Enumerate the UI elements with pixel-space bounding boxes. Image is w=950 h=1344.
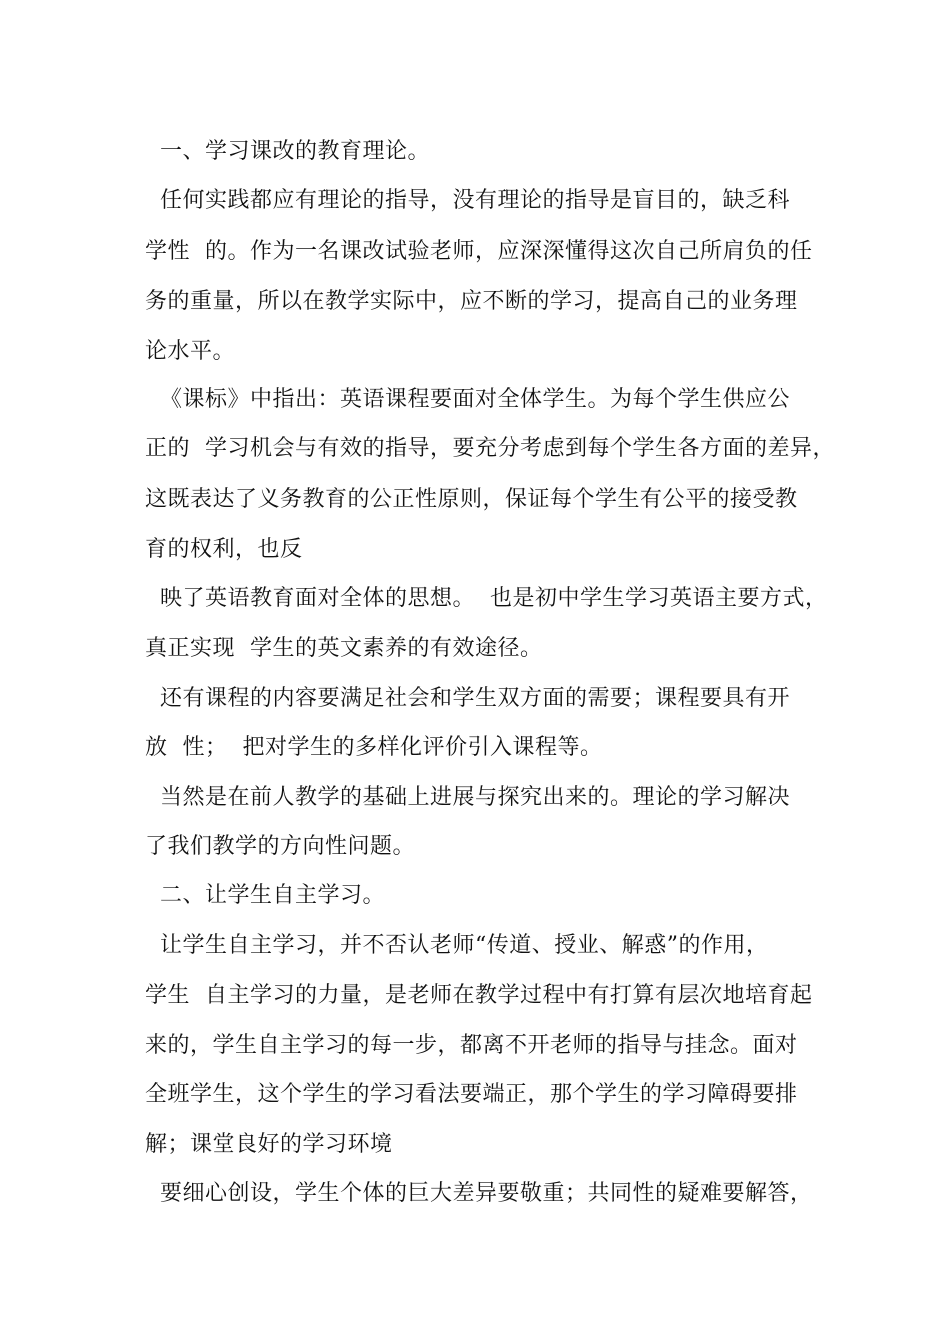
paragraph-line: 来的，学生自主学习的每一步，都离不开老师的指导与挂念。面对 <box>145 1033 798 1058</box>
paragraph-line: 学生 自主学习的力量，是老师在教学过程中有打算有层次地培育起 <box>145 983 813 1008</box>
paragraph-line: 这既表达了义务教育的公正性原则，保证每个学生有公平的接受教 <box>145 487 798 512</box>
paragraph-line: 任何实践都应有理论的指导，没有理论的指导是盲目的，缺乏科 <box>145 188 790 213</box>
paragraph-line: 育的权利，也反 <box>145 537 303 562</box>
paragraph-line: 正的 学习机会与有效的指导，要充分考虑到每个学生各方面的差异， <box>145 436 835 461</box>
paragraph-line: 让学生自主学习，并不否认老师“传道、授业、解惑”的作用， <box>145 933 769 958</box>
paragraph-line: 映了英语教育面对全体的思想。 也是初中学生学习英语主要方式， <box>145 586 828 611</box>
paragraph-line: 论水平。 <box>145 339 236 364</box>
paragraph-line: 解；课堂良好的学习环境 <box>145 1132 393 1157</box>
paragraph-line: 务的重量，所以在教学实际中，应不断的学习，提高自己的业务理 <box>145 289 798 314</box>
paragraph-line: 全班学生，这个学生的学习看法要端正，那个学生的学习障碍要排 <box>145 1082 798 1107</box>
heading-2: 二、让学生自主学习。 <box>145 883 385 908</box>
paragraph-line: 《课标》中指出：英语课程要面对全体学生。为每个学生供应公 <box>145 387 790 412</box>
paragraph-line: 真正实现 学生的英文素养的有效途径。 <box>145 636 543 661</box>
paragraph-line: 了我们教学的方向性问题。 <box>145 834 416 859</box>
heading-1: 一、学习课改的教育理论。 <box>145 139 430 164</box>
paragraph-line: 放 性； 把对学生的多样化评价引入课程等。 <box>145 735 603 760</box>
paragraph-line: 还有课程的内容要满足社会和学生双方面的需要；课程要具有开 <box>145 686 790 711</box>
paragraph-line: 要细心创设，学生个体的巨大差异要敬重；共同性的疑难要解答， <box>145 1181 813 1206</box>
paragraph-line: 学性 的。作为一名课改试验老师，应深深懂得这次自己所肩负的任 <box>145 239 813 264</box>
paragraph-line: 当然是在前人教学的基础上进展与探究出来的。理论的学习解决 <box>145 785 790 810</box>
